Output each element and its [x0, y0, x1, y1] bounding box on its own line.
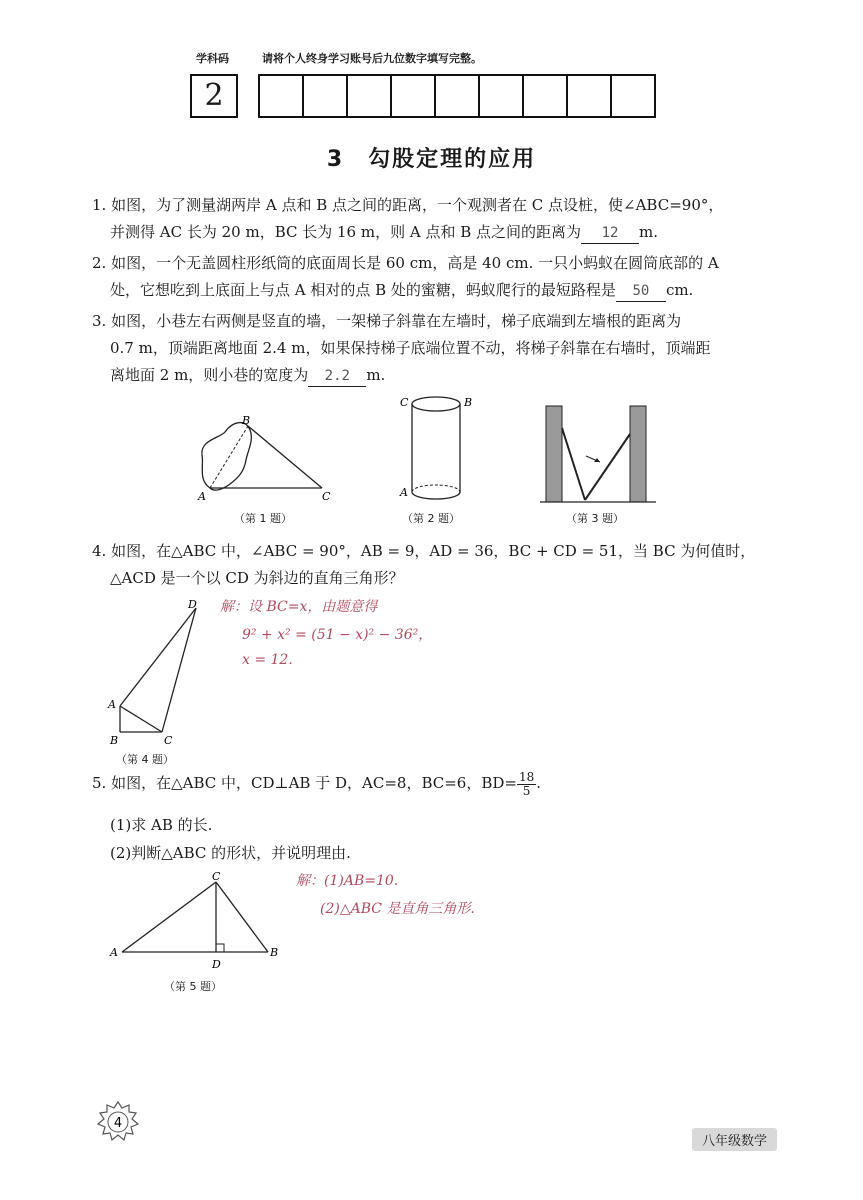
label-a: A: [400, 486, 408, 499]
label-a: A: [198, 490, 206, 503]
grade-subject-label: 八年级数学: [692, 1128, 777, 1151]
label-c: C: [164, 734, 173, 747]
account-id-cell[interactable]: [566, 74, 612, 118]
question-5-period: .: [536, 774, 542, 792]
segment-ac: [122, 882, 216, 952]
figure-2-cylinder: [392, 392, 482, 510]
account-id-boxes: [260, 74, 656, 118]
question-4-line-1: 4. 如图，在△ABC 中，∠ABC = 90°，AB = 9，AD = 36，BC + CD = 51，当 BC 为何值时，: [92, 542, 756, 560]
segment-bc: [216, 882, 268, 952]
question-2-line-2: [92, 277, 782, 304]
figure-5-caption: （第 5 题）: [164, 980, 222, 993]
segment-dc: [162, 608, 196, 732]
account-id-cell[interactable]: [478, 74, 524, 118]
label-a: A: [110, 946, 118, 959]
label-a: A: [108, 698, 116, 711]
label-c: C: [400, 396, 409, 409]
answer-blank-3[interactable]: 2.2: [308, 366, 366, 387]
subject-code-label: 学科码: [196, 52, 229, 65]
cylinder-bottom-front: [412, 492, 460, 499]
account-id-cell[interactable]: [434, 74, 480, 118]
lake-outline: [202, 423, 251, 490]
figure-2-caption: （第 2 题）: [402, 512, 460, 525]
solution-5-line-1: 解：(1)AB=10.: [296, 873, 399, 889]
account-id-cell[interactable]: [610, 74, 656, 118]
question-3-line-2: 0.7 m，顶端距离地面 2.4 m，如果保持梯子底端位置不动，将梯子斜靠在右墙时，顶端距: [110, 339, 711, 357]
question-3-line-1: 3. 如图，小巷左右两侧是竖直的墙，一架梯子斜靠在左墙时，梯子底端到左墙根的距离为: [92, 312, 682, 330]
page-number: 4: [113, 1116, 123, 1131]
cylinder-top: [412, 397, 460, 411]
fraction-bd: [517, 771, 536, 798]
solution-5-line-2: (2)△ABC 是直角三角形.: [320, 901, 475, 917]
figure-4-triangles: [104, 598, 204, 748]
label-c: C: [212, 870, 221, 883]
solution-4-line-1: 解：设 BC=x，由题意得: [220, 599, 378, 615]
fraction-denominator: 5: [522, 783, 531, 798]
question-2: [92, 250, 782, 304]
question-2-unit: cm.: [665, 281, 694, 299]
segment-ad: [120, 608, 196, 706]
segment-ab: [210, 426, 248, 488]
figure-5-triangle: [108, 866, 288, 970]
figure-4-caption: （第 4 题）: [116, 753, 174, 766]
page-number-badge: [96, 1100, 140, 1144]
segment-bc: [248, 426, 322, 488]
question-5-line-1: [92, 770, 782, 798]
question-3-text: 离地面 2 m，则小巷的宽度为: [110, 366, 309, 384]
figure-1-lake-triangle: [190, 410, 350, 510]
question-5-sub-2-text: (2)判断△ABC 的形状，并说明理由.: [110, 844, 351, 862]
question-4-line-2: △ACD 是一个以 CD 为斜边的直角三角形？: [110, 569, 404, 587]
right-wall: [630, 406, 646, 502]
question-5: [92, 770, 782, 798]
figure-1-caption: （第 1 题）: [234, 512, 292, 525]
question-5-sub-1: [92, 812, 782, 839]
account-id-cell[interactable]: [258, 74, 304, 118]
question-5-text: 5. 如图，在△ABC 中，CD⊥AB 于 D，AC=8，BC=6，BD=: [92, 774, 517, 792]
question-3-line-3: [92, 362, 782, 389]
question-5-sub-2: [92, 840, 782, 867]
ladder-left: [562, 428, 585, 500]
segment-ac: [120, 706, 162, 732]
fraction-numerator: 18: [518, 769, 535, 784]
answer-blank-1[interactable]: 12: [581, 223, 639, 244]
question-5-sub-1-text: (1)求 AB 的长.: [110, 816, 213, 834]
question-2-text: 处，它想吃到上底面上与点 A 相对的点 B 处的蜜糖，蚂蚁爬行的最短路程是: [110, 281, 616, 299]
account-id-cell[interactable]: [522, 74, 568, 118]
label-d: D: [212, 958, 221, 970]
label-c: C: [322, 490, 331, 503]
section-title: 3 勾股定理的应用: [326, 147, 537, 172]
account-id-cell[interactable]: [302, 74, 348, 118]
question-3: [92, 308, 782, 389]
solution-4-line-2: 9² + x² = (51 − x)² − 36²，: [242, 627, 433, 643]
question-1: [92, 192, 782, 246]
account-id-cell[interactable]: [390, 74, 436, 118]
label-b: B: [242, 414, 251, 427]
label-b: B: [270, 946, 279, 959]
label-b: B: [110, 734, 119, 747]
question-1-text: 并测得 AC 长为 20 m，BC 长为 16 m，则 A 点和 B 点之间的距离为: [110, 223, 582, 241]
question-1-line-2: [92, 219, 782, 246]
figure-3-caption: （第 3 题）: [566, 512, 624, 525]
solution-4-line-3: x = 12.: [242, 652, 293, 668]
question-2-line-1: 2. 如图，一个无盖圆柱形纸筒的底面周长是 60 cm，高是 40 cm. 一只小蚂蚁在圆筒底部的 A: [92, 254, 719, 272]
label-d: D: [188, 598, 197, 611]
right-angle-mark: [216, 944, 224, 952]
account-id-cell[interactable]: [346, 74, 392, 118]
account-instruction: 请将个人终身学习账号后九位数字填写完整。: [262, 52, 482, 65]
question-1-line-1: 1. 如图，为了测量湖两岸 A 点和 B 点之间的距离，一个观测者在 C 点设桩，使∠ABC=90°，: [92, 196, 724, 214]
ladder-right: [585, 434, 630, 500]
answer-blank-2[interactable]: 50: [616, 281, 666, 302]
cylinder-bottom-back: [412, 485, 460, 492]
label-b: B: [464, 396, 473, 409]
subject-code-box[interactable]: 2: [190, 74, 238, 118]
question-4: [92, 538, 782, 592]
figure-3-alley-ladder: [540, 404, 660, 508]
left-wall: [546, 406, 562, 502]
question-3-unit: m.: [366, 366, 386, 384]
question-1-unit: m.: [639, 223, 659, 241]
